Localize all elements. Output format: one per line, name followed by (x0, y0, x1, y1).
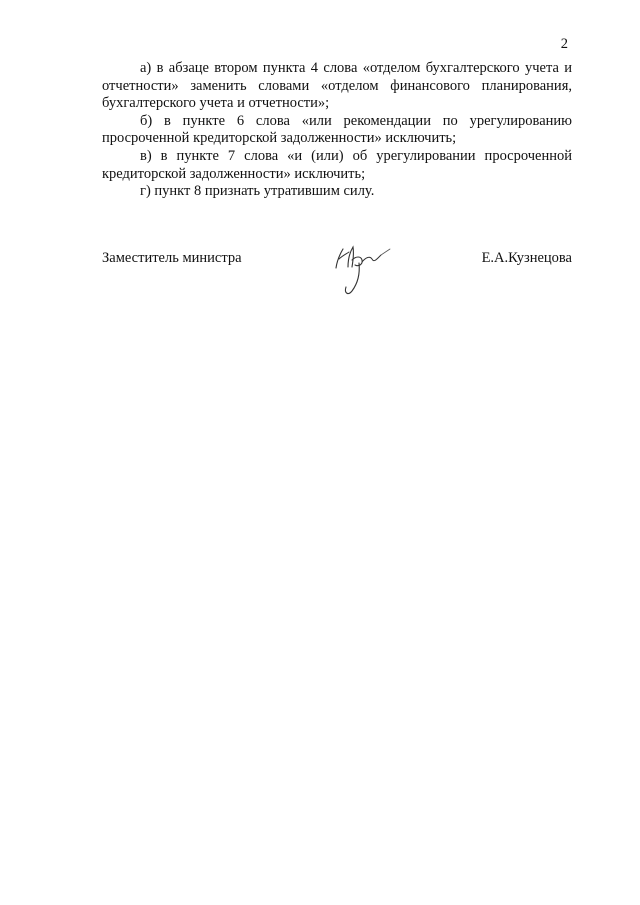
document-body (102, 60, 572, 201)
paragraph-c: в) в пункте 7 слова «и (или) об урегулировании просроченной кредиторской задолженности» исключить; (102, 147, 572, 182)
handwritten-signature (324, 242, 394, 300)
signature-block (102, 250, 572, 310)
paragraph-b: б) в пункте 6 слова «или рекомендации по урегулированию просроченной кредиторской задолженности» исключить; (102, 112, 572, 147)
page-number: 2 (560, 36, 568, 52)
paragraph-d: г) пункт 8 признать утратившим силу. (140, 183, 375, 200)
signatory-name: Е.А.Кузнецова (481, 250, 572, 266)
paragraph-a: а) в абзаце втором пункта 4 слова «отделом бухгалтерского учета и отчетности» заменить словами «отделом финансового планирования, бухгалтерского учета и отчетности»; (102, 60, 572, 112)
signatory-title: Заместитель министра (102, 250, 242, 266)
